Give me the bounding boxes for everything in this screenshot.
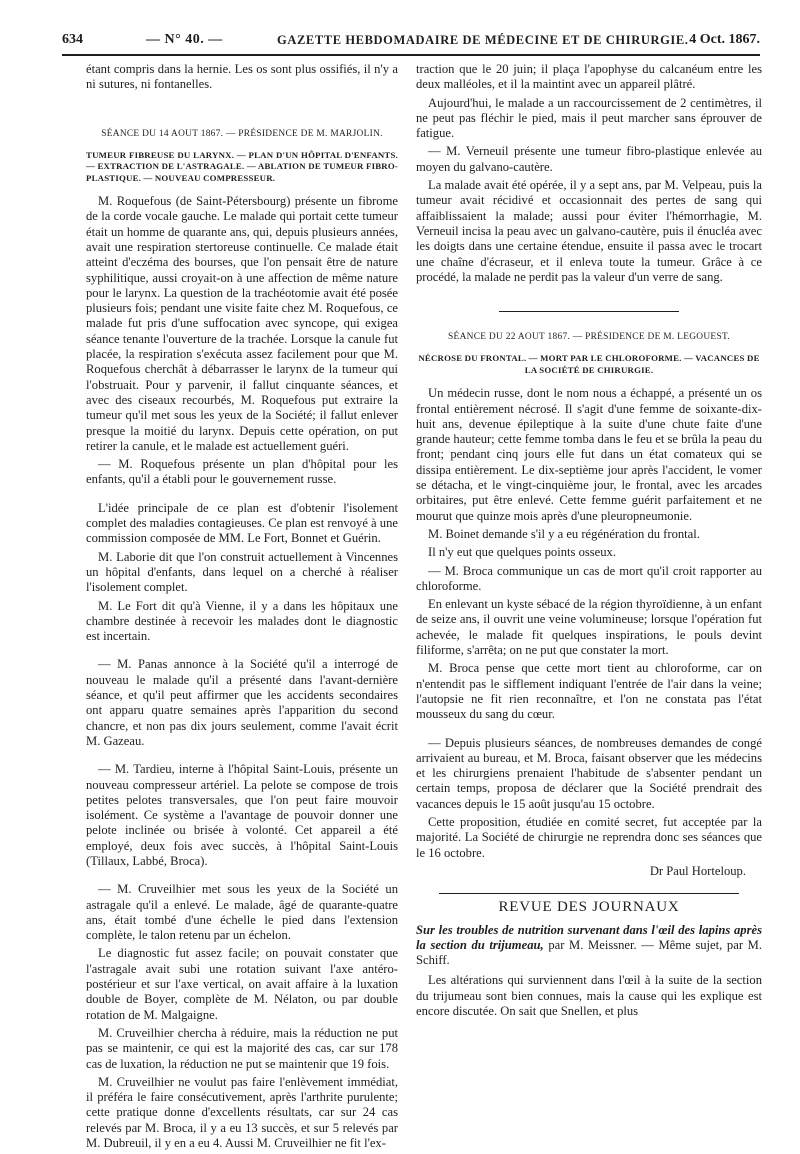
issue-number: — N° 40. — [146, 32, 223, 47]
issue-date: 4 Oct. 1867. [689, 32, 760, 47]
paragraph: Aujourd'hui, le malade a un raccourcissement de 2 centimètres, il ne peut pas fléchir le pied, mais il peut marcher sans éprouver de fatigue. [416, 95, 762, 141]
section-divider [499, 311, 679, 312]
paragraph: M. Laborie dit que l'on construit actuellement à Vincennes un hôpital d'enfants, dans lequel on a cherché à réaliser l'isolement complet. [86, 549, 398, 595]
header-rule [62, 54, 760, 56]
paragraph: — M. Tardieu, interne à l'hôpital Saint-Louis, présente un nouveau compresseur artériel. La pelote se compose de trois petites pelotes transversales, que l'on peut faire mouvoir isolément. Ce système a l'avantage de pouvoir donner une pelote inclinée ou brisée à volonté. Cet appareil a été employé, deux fois avec succès, à l'hôpital Saint-Louis (Tillaux, Labbé, Broca). [86, 762, 398, 868]
paragraph: M. Cruveilhier chercha à réduire, mais la réduction ne put pas se maintenir, ce qui est la majorité des cas, car sur 178 cas de luxation, la réduction ne put se maintenir que 19 fois. [86, 1025, 398, 1071]
paragraph: M. Boinet demande s'il y a eu régénération du frontal. [428, 526, 700, 541]
paragraph: M. Broca pense que cette mort tient au chloroforme, car on n'entendit pas le sifflement indiquant l'entrée de l'air dans la veine; l'autopsie ne fit rien reconnaître, et l'on ne constata pas l'état mousseux du sang du cœur. [416, 661, 762, 722]
paragraph: L'idée principale de ce plan est d'obtenir l'isolement complet des maladies contagieuses. Ce plan est renvoyé à une commission composée de MM. Le Fort, Bonnet et Guérin. [86, 500, 398, 546]
paragraph: étant compris dans la hernie. Les os sont plus ossifiés, il n'y a ni sutures, ni fontanelles. [86, 62, 398, 92]
paragraph: La malade avait été opérée, il y a sept ans, par M. Velpeau, puis la tumeur avait récidivé et occasionnait des pertes de sang qui affaiblissaient la malade; aussi pour éviter l'hémorrhagie, M. Verneuil incisa la peau avec un galvano-cautère, puis il énucléa avec les doigts dans une certaine étendue, ensuite il passa avec le trocart une chaîne d'écraseur, et il enleva toute la tumeur. Grâce à ce procédé, la malade ne perdit pas la valeur d'un verre de sang. [416, 178, 762, 284]
paragraph: Cette proposition, étudiée en comité secret, fut acceptée par la majorité. La Société de chirurgie ne reprendra donc ses séances que le 16 octobre. [416, 814, 762, 860]
paragraph: — M. Panas annonce à la Société qu'il a interrogé de nouveau le malade qu'il a présenté dans l'avant-dernière séance, et qu'il peut affirmer que les accidents secondaires ont apparu quatre semaines après l'apparition du second chancre, et non pas dix jours seulement, comme l'avait écrit M. Gazeau. [86, 657, 398, 748]
paragraph: traction que le 20 juin; il plaça l'apophyse du calcanéum entre les deux malléoles, et il la maintint avec un appareil plâtré. [416, 62, 762, 92]
journal-title: GAZETTE HEBDOMADAIRE DE MÉDECINE ET DE CHIRURGIE. [277, 33, 689, 47]
paragraph: Les altérations qui surviennent dans l'œil à la suite de la section du trijumeau sont bien connues, mais la cause qui les explique est encore discutée. On sait que Snellen, et plus [416, 973, 762, 1019]
session-heading: SÉANCE DU 22 AOUT 1867. — PRÉSIDENCE DE M. LEGOUEST. [448, 332, 730, 343]
author-signature: Dr Paul Horteloup. [649, 863, 746, 878]
article-title [416, 923, 762, 968]
left-column [86, 62, 398, 1154]
paragraph: Le diagnostic fut assez facile; on pouvait constater que l'astragale avait subi une rotation suivant l'axe antéro-postérieur et sur l'axe vertical, on avait affaire à la luxation double de Boyer, complète de M. Nélaton, ou par double rotation de M. Malgaigne. [86, 946, 398, 1022]
paragraph: — Depuis plusieurs séances, de nombreuses demandes de congé arrivaient au bureau, et M. Broca, faisant observer que les médecins et les chirurgiens prenaient l'habitude de s'absenter pendant un certain temps, proposa de déclarer que la Société prendrait des vacances depuis le 15 août jusqu'au 15 octobre. [416, 735, 762, 811]
paragraph: M. Cruveilhier ne voulut pas faire l'enlèvement immédiat, il préféra le faire consécutivement, après l'arthrite purulente; cette pratique donne d'excellents résultats, car sur 24 cas relevés par M. Broca, il y a eu 13 succès, et sur 5 relevés par M. Dubreuil, il y en a eu 4. Aussi M. Cruveilhier ne fit l'ex- [86, 1074, 398, 1151]
session-heading: SÉANCE DU 14 AOUT 1867. — PRÉSIDENCE DE M. MARJOLIN. [101, 128, 383, 139]
paragraph: M. Le Fort dit qu'à Vienne, il y a dans les hôpitaux une chambre destinée à recevoir les malades dont le diagnostic est incertain. [86, 598, 398, 644]
paragraph: En enlevant un kyste sébacé de la région thyroïdienne, à un enfant de seize ans, il ouvrit une veine volumineuse; lorsque l'opération fut achevée, le malade fit quelques inspirations, le pouls devint filiforme, s'arrêta; on ne put que constater la mort. [416, 597, 762, 658]
page-number: 634 [62, 32, 83, 47]
session-topics: NÉCROSE DU FRONTAL. — MORT PAR LE CHLOROFORME. — VACANCES DE LA SOCIÉTÉ DE CHIRURGIE. [418, 353, 760, 375]
section-divider [439, 893, 739, 894]
article-byline: par M. Meissner. — Même sujet, par M. Schiff. [416, 938, 762, 968]
paragraph: Un médecin russe, dont le nom nous a échappé, a présenté un os frontal entièrement nécrosé. Il s'agit d'une femme de soixante-dix-huit ans, devenue épileptique à la suite d'une chute faite d'une grande hauteur; cette femme tomba dans le feu et se brûla la peau du front; pendant cinq jours elle fut dans un état comateux qui se dissipa entièrement. Le dix-septième jour après l'accident, le vomer se détacha, et le vingt-cinquième jour, le frontal, avec les arcades orbitaires, put être enlevé. Cette femme guérit parfaitement et ne mourut que quinze mois après d'une pleuropneumonie. [416, 386, 762, 523]
right-column [416, 62, 762, 1022]
page-header [62, 30, 760, 52]
article-title-text: Sur les troubles de nutrition survenant dans l'œil des lapins après la section du trijumeau, [416, 923, 762, 953]
paragraph: — M. Roquefous présente un plan d'hôpital pour les enfants, qu'il a établi pour le gouvernement russe. [86, 457, 398, 487]
paragraph: M. Roquefous (de Saint-Pétersbourg) présente un fibrome de la corde vocale gauche. Le malade qui portait cette tumeur était un homme de quarante ans, qui, depuis plusieurs années, avait une respiration stertoreuse continuelle. Ce malade était atteint d'eczéma des bourses, que l'on pensait être de nature syphilitique, aussi croyait-on à une affection de même nature pour le larynx. La question de la trachéotomie avait été posée plusieurs fois; pendant une visite faite chez M. Roquefous, ce malade fut pris d'une suffocation avec syncope, qui exigea séance tenante l'ouverture de la trachée. Lorsque la canule fut placée, la respiration s'exécuta assez facilement pour que M. Roquefous cherchât à débarrasser le larynx de la tumeur qui l'obstruait. Pour y parvenir, il fallut cinquante séances, et avec des ciseaux recourbés, M. Roquefous put extraire la tumeur qu'il met sous les yeux de la Société; il fallut enlever presque la moitié du larynx. Depuis cette opération, on put retirer la canule, et le malade est actuellement guéri. [86, 194, 398, 453]
paragraph: — M. Broca communique un cas de mort qu'il croit rapporter au chloroforme. [416, 563, 762, 593]
paragraph: — M. Cruveilhier met sous les yeux de la Société un astragale qu'il a enlevé. Le malade, âgé de quarante-quatre ans, était tombé d'une échelle le pied dans l'extension complète, le talon retenu par un échelon. [86, 882, 398, 943]
paragraph: — M. Verneuil présente une tumeur fibro-plastique enlevée au moyen du galvano-cautère. [416, 144, 762, 174]
session-topics: TUMEUR FIBREUSE DU LARYNX. — PLAN D'UN HÔPITAL D'ENFANTS. — EXTRACTION DE L'ASTRAGALE. — ABLATION DE TUMEUR FIBRO-PLASTIQUE. — NOUVEAU COMPRESSEUR. [86, 149, 398, 183]
section-heading: REVUE DES JOURNAUX [498, 899, 680, 916]
paragraph: Il n'y eut que quelques points osseux. [428, 545, 617, 560]
